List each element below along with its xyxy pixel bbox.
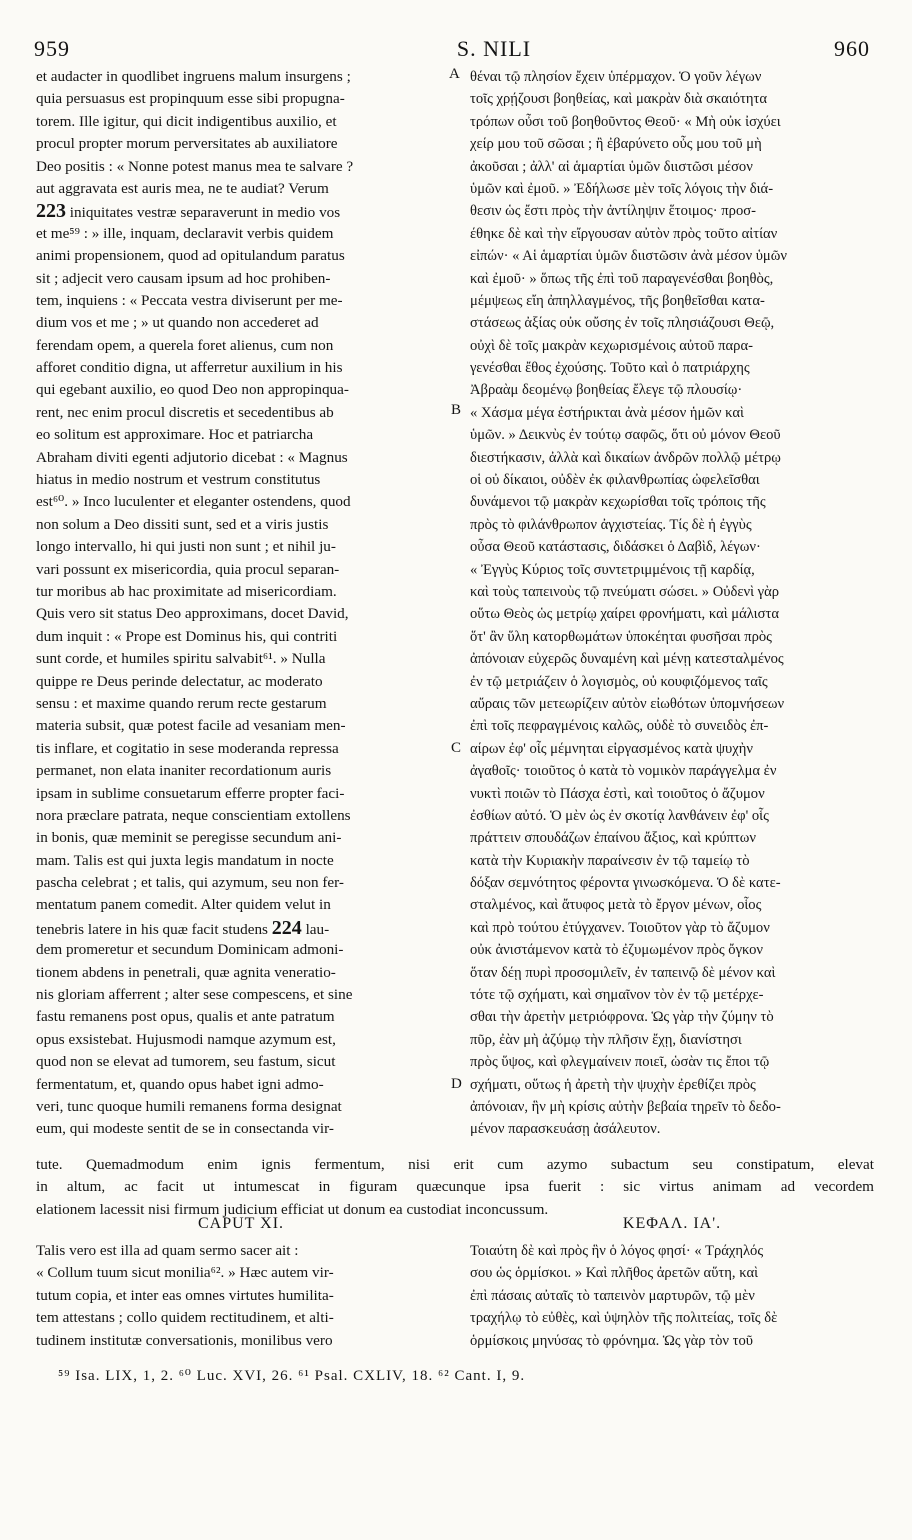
greek-line: οὐχὶ δὲ τοῖς μακρὰν κεχωρισμένοις αὐτοῦ παρα-: [470, 337, 753, 354]
greek-line: ὅτ' ἂν ὕλη κατορθωμάτων ὑποκέηται φυσῆσαι πρὸς: [470, 628, 772, 645]
latin-line: fermentatum, et, quando opus habet igni admo-: [36, 1075, 324, 1093]
latin-line: dum inquit : « Prope est Dominus his, qui contriti: [36, 627, 338, 645]
greek-line: χείρ μου τοῦ σῶσαι ; ἢ ἐβαρύνετο οὖς μου τοῦ μὴ: [470, 136, 762, 153]
greek-column: [470, 66, 874, 1141]
greek-line: ὑμῶν. » Δεικνὺς ἐν τούτῳ σαφῶς, ὅτι οὐ μόνον Θεοῦ: [470, 427, 781, 444]
greek-line: πρὸς ὕψος, καὶ φλεγμαίνειν ποιεῖ, ὡσὰν τις ἔποι τῷ: [470, 1054, 770, 1071]
greek-line: τότε τῷ σχήματι, καὶ σημαῖνον τὸν ἐν τῷ μετέρχε-: [470, 987, 764, 1004]
latin-chapter-line: « Collum tuum sicut monilia⁶². » Hæc autem vir-: [36, 1264, 334, 1282]
latin-chapter-line: tem attestans ; collo quidem rectitudinem, et alti-: [36, 1309, 334, 1327]
latin-line: nis gloriam afferrent ; alter sese compescens, et sine: [36, 986, 353, 1004]
full-width-line: in altum, ac facit ut intumescat in figuram quæcunque ipsa fuerit : sic virtus animam ad vecordem: [36, 1178, 874, 1196]
latin-line: tionem abdens in penetrali, quæ agnita veneratio-: [36, 963, 336, 981]
latin-line: ipsam in sublime consuetarum efferre propter faci-: [36, 784, 345, 802]
latin-line: ferendam opem, a querela foret alienus, cum non: [36, 336, 334, 354]
latin-line: quia persuasus est propinquum esse sibi propugna-: [36, 90, 345, 108]
greek-line: πῦρ, ἐὰν μὴ ἀζύμῳ τὴν πλῆσιν ἔχῃ, διανίστησι: [470, 1031, 742, 1048]
latin-line: quod non se elevat ad tumorem, seu fastum, sicut: [36, 1053, 336, 1071]
full-width-line: tute. Quemadmodum enim ignis fermentum, nisi erit cum azymo subactum seu constipatum, elevat: [36, 1156, 874, 1173]
latin-line: Quis vero sit status Deo approximans, docet David,: [36, 605, 349, 623]
latin-line: Abraham diviti egenti adjutorio dicebat : « Magnus: [36, 448, 348, 466]
greek-line: σταλμένος, καὶ ἄτυφος μετὰ τὸ ἔργον μένων, οἷος: [470, 897, 762, 914]
latin-chapter-line: tutum copia, et inter eas omnes virtutes humilita-: [36, 1286, 334, 1304]
latin-line: permanet, non elata inaniter recordationum auris: [36, 762, 332, 780]
margin-letter-b: B: [451, 402, 462, 418]
greek-line: ἀκοῦσαι ; ἀλλ' αἱ ἁμαρτίαι ὑμῶν διιστῶσι μέσον: [470, 158, 753, 175]
greek-line: ἐπὶ τοῖς πεφραγμένοις καλῶς, οὐδὲ τὸ συνειδὸς ἐπ-: [470, 718, 769, 735]
latin-line: et audacter in quodlibet ingruens malum insurgens ;: [36, 68, 351, 85]
greek-line: οὐκ ἀνιστάμενον κατὰ τὸ ἐζυμωμένον πρὸς ὄγκον: [470, 942, 763, 959]
latin-line: tem, inquiens : « Peccata vestra diviserunt per me-: [36, 291, 343, 309]
latin-line: tenebris latere in his quæ facit studens 224 lau-: [36, 916, 330, 939]
greek-chapter-line: τραχήλῳ τὸ εὐθὲς, καὶ ὑψηλὸν τῆς πολιτείας, τοῖς δὲ: [470, 1310, 778, 1327]
latin-column: [36, 66, 446, 1141]
latin-line: animi propensionem, quod ad opitulandum paratus: [36, 247, 345, 265]
column-marker-number: 224: [271, 916, 302, 939]
greek-line: οὕτω Θεὸς ὡς μετρίῳ χαίρει φρονήματι, καὶ μάλιστα: [470, 606, 779, 623]
latin-line: sit ; adjecit vero causam ipsum ad hoc prohiben-: [36, 269, 331, 287]
greek-chapter-line: ἐπὶ πάσαις αὐταῖς τὸ ταπεινὸν μαρτυρῶν, τῷ μὲν: [470, 1287, 755, 1304]
latin-line: dium vos et me ; » ut quando non accederet ad: [36, 314, 319, 332]
greek-line: ἐν τῷ μετριάζειν ὁ λογισμὸς, οὐ κουφιζόμενος ταῖς: [470, 673, 768, 690]
greek-line: θεσιν ὡς ἔστι πρὸς τὴν ἀντίληψιν ἕτοιμος· προσ-: [470, 203, 756, 220]
margin-letter-c: C: [451, 740, 462, 756]
greek-line: πράττειν σπουδάζων ἐπαίνου ἄξιος, καὶ κρύπτων: [470, 830, 757, 847]
latin-line: rent, nec enim procul discretis et secedentibus ab: [36, 403, 334, 421]
latin-line: aut aggravata est auris mea, ne te audiat? Verum: [36, 179, 329, 197]
greek-chapter-line: ὁρμίσκοις μηνύσας τὸ φρόνημα. Ὡς γὰρ τὸν τοῦ: [470, 1332, 754, 1349]
greek-line: σχήματι, οὕτως ἡ ἀρετὴ τὴν ψυχὴν ἐρεθίζει πρὸς: [470, 1076, 756, 1093]
greek-line: καὶ ἐμοῦ· » ὅπως τῆς ἐπὶ τοῦ παραγενέσθαι βοηθὸς,: [470, 270, 774, 287]
left-page-number: 959: [34, 36, 70, 61]
latin-line: sunt corde, et humiles spiritu salvabit⁶¹. » Nulla: [36, 650, 326, 668]
greek-chapter-line: σου ὡς ὁρμίσκοι. » Καὶ πλῆθος ἀρετῶν αὕτη, καὶ: [470, 1265, 759, 1282]
margin-letter-a: A: [449, 66, 460, 82]
greek-line: ἐσθίων αὐτό. Ὁ μὲν ὡς ἐν σκοτίᾳ λανθάνειν ἐφ' οἷς: [470, 807, 769, 824]
latin-line: procul propter morum perversitates ab auxiliatore: [36, 135, 338, 153]
latin-line: opus exsistebat. Hujusmodi namque azymum est,: [36, 1030, 336, 1048]
greek-line: έθηκε δὲ καὶ τὴν εἴργουσαν αὐτὸν πρὸς τοῦτο αἰτίαν: [470, 225, 778, 242]
greek-line: οἱ οὐ δίκαιοι, οὐδὲν ἐκ φιλανθρωπίας ὠφελεῖσθαι: [470, 472, 760, 489]
greek-line: θέναι τῷ πλησίον ἔχειν ὑπέρμαχον. Ὁ γοῦν λέγων: [470, 69, 762, 85]
greek-line: καὶ πρὸ τούτου ἐτύγχανεν. Τοιοῦτον γὰρ τὸ ἄζυμον: [470, 919, 770, 936]
latin-line: non solum a Deo dissiti sunt, sed et a viris justis: [36, 515, 329, 533]
latin-line: veri, tunc quoque humili remanens forma designat: [36, 1097, 342, 1115]
latin-line: fastu remanens post opus, qualis et ante patratum: [36, 1008, 335, 1026]
running-title: S. NILI: [456, 36, 532, 61]
greek-line: δόξαν σεμνότητος φέροντα γινωσκόμενα. Ὁ δὲ κατε-: [470, 875, 781, 892]
full-width-line: elationem lacessit nisi firmum judicium efficiat ut donum ea custodiat inconcussum.: [36, 1200, 549, 1218]
latin-line: tis inflare, et cogitatio in sese moderanda repressa: [36, 739, 339, 757]
greek-line: οὖσα Θεοῦ κατάστασις, διδάσκει ὁ Δαβὶδ, λέγων·: [470, 539, 761, 556]
latin-line: qui egebant auxilio, eo quod Deo non appropinqua-: [36, 381, 349, 399]
greek-line: εἰπών· « Αἱ ἁμαρτίαι ὑμῶν διιστῶσιν ἀνὰ μέσον ὑμῶν: [470, 248, 787, 265]
greek-line: γενέσθαι ἔθος ἐχούσης. Τοῦτο καὶ ὁ πατριάρχης: [470, 360, 750, 377]
greek-line: διεστήκασιν, ἀλλὰ καὶ δικαίων ἀνδρῶν πολλῷ μέτρῳ: [470, 449, 781, 466]
greek-line: δυνάμενοι τῷ μακρὰν κεχωρίσθαι τοῖς τρόποις τῆς: [470, 494, 766, 511]
greek-line: ὅταν δέῃ πυρὶ προσομιλεῖν, ἐν ταπεινῷ δὲ μένον καὶ: [470, 964, 776, 981]
greek-chapter-text: [470, 1240, 874, 1352]
latin-line: mam. Talis est qui juxta legis mandatum in nocte: [36, 851, 334, 869]
greek-line: αίρων ἐφ' οἷς μέμνηται εἰργασμένος κατὰ ψυχὴν: [470, 740, 753, 757]
greek-line: τρόπων οὖσι τοῦ βοηθοῦντος Θεοῦ· « Μὴ οὐκ ἰσχύει: [470, 113, 781, 130]
latin-line: pascha celebrat ; et talis, qui azymum, seu non fer-: [36, 874, 344, 892]
latin-line: torem. Ille igitur, qui dicit indigentibus auxilio, et: [36, 112, 337, 130]
footnotes: ⁵⁹ Isa. LIX, 1, 2. ⁶⁰ Luc. XVI, 26. ⁶¹ Psal. CXLIV, 18. ⁶² Cant. I, 9.: [58, 1368, 526, 1384]
greek-line: κατὰ τὴν Κυριακὴν παραίνεσιν ἐν τῷ ταμείῳ τὸ: [470, 852, 750, 869]
latin-line: 223 iniquitates vestræ separaverunt in medio vos: [36, 200, 341, 223]
latin-chapter-text: [36, 1240, 446, 1352]
latin-chapter-line: Talis vero est illa ad quam sermo sacer ait :: [36, 1242, 299, 1259]
margin-letter-d: D: [451, 1076, 462, 1092]
greek-line: αὔραις τῶν μετεωρίζειν αὐτὸν εἰωθότων ὑπομνήσεων: [470, 695, 785, 712]
latin-line: quippe re Deus perinde delectatur, ac moderato: [36, 672, 323, 690]
greek-line: τοῖς χρῄζουσι βοηθείας, καὶ μακρὰν διὰ σκαιότητα: [470, 91, 768, 108]
latin-line: hiatus in medio nostrum et vestrum constitutus: [36, 471, 321, 489]
latin-line: longo intervallo, hi qui justi non sunt ; et nihil ju-: [36, 538, 336, 556]
greek-line: μένον παρασκευάσῃ ἀσάλευτον.: [470, 1121, 661, 1138]
latin-chapter-heading: CAPUT XI.: [197, 1215, 285, 1232]
latin-line: mentatum panem comedit. Alter quidem velut in: [36, 896, 331, 914]
greek-line: ἀπόνοιαν εὐχερῶς δυναμένη καὶ μένῃ κατεσταλμένος: [470, 651, 784, 668]
greek-line: « Χάσμα μέγα ἐστήρικται ἀνὰ μέσον ἡμῶν καὶ: [470, 404, 744, 421]
latin-line: eo solitum est approximare. Hoc et patriarcha: [36, 426, 314, 444]
latin-line: et me⁵⁹ : » ille, inquam, declaravit verbis quidem: [36, 224, 334, 242]
latin-line: afforet conditio digna, ut afferretur auxilium in his: [36, 359, 343, 377]
latin-line: eum, qui modeste sentit de se in consectanda vir-: [36, 1120, 334, 1138]
column-marker-number: 223: [36, 200, 66, 223]
greek-chapter-line: Τοιαύτη δὲ καὶ πρὸς ἣν ὁ λόγος φησί· « Τράχηλός: [470, 1243, 764, 1259]
greek-line: νυκτὶ ποιῶν τὸ Πάσχα ἐστὶ, καὶ τοιοῦτος ὁ ἄζυμον: [470, 785, 765, 802]
latin-chapter-line: tudinem institutæ conversationis, monilibus vero: [36, 1331, 333, 1349]
latin-line: Deo positis : « Nonne potest manus mea te salvare ?: [36, 157, 354, 175]
greek-line: ὑμῶν καὶ ἐμοῦ. » Ἐδήλωσε μὲν τοῖς λόγοις τὴν διά-: [470, 180, 774, 197]
latin-line: materia subsit, quæ potest facile ad vesaniam men-: [36, 717, 346, 735]
latin-line: nora præclare patrata, neque conscientiam extollens: [36, 806, 351, 824]
running-header: [34, 36, 870, 66]
greek-line: Ἀβραὰμ δεομένῳ βοηθείας ἔλεγε τῷ πλουσίῳ·: [470, 382, 743, 399]
latin-line: est⁶⁰. » Inco luculenter et eleganter ostendens, quod: [36, 493, 351, 511]
latin-line: in bonis, quæ meminit se peregisse secundum ani-: [36, 829, 342, 847]
latin-line: tur moribus ab hac proximitate ad misericordiam.: [36, 582, 337, 600]
greek-line: « Ἐγγὺς Κύριος τοῖς συντετριμμένοις τῇ καρδίᾳ,: [470, 561, 755, 578]
greek-line: ἀγαθοῖς· τοιοῦτος ὁ κατὰ τὸ νομικὸν παράγγελμα ἐν: [470, 763, 777, 780]
full-width-paragraph: [36, 1154, 874, 1221]
latin-line: sensu : et maxime quando rerum recte gestarum: [36, 694, 327, 712]
greek-line: σθαι τὴν ἀρετὴν μετριόφρονα. Ὡς γὰρ τὴν ζύμην τὸ: [470, 1009, 774, 1026]
greek-line: μέμψεως εἴη ἀπηλλαγμένος, τῆς βοηθεῖσθαι κατα-: [470, 292, 765, 309]
right-page-number: 960: [834, 36, 870, 61]
latin-line: dem promeretur et secundum Dominicam admoni-: [36, 941, 344, 959]
greek-line: καὶ τοὺς ταπεινοὺς τῷ πνεύματι σώσει. » Οὐδενὶ γὰρ: [470, 583, 780, 600]
greek-line: στάσεως ἀξίας οὐκ οὔσης ἐν τοῖς πλησιάζουσι Θεῷ,: [470, 315, 775, 332]
greek-line: ἀπόνοιαν, ἣν μὴ κρίσις αὐτὴν βεβαία τηρεῖν τὸ δεδο-: [470, 1098, 781, 1115]
latin-line: vari possunt ex misericordia, quia procul separan-: [36, 560, 340, 578]
greek-line: πρὸς τὸ φιλάνθρωπον ἀγχιστείας. Τίς δὲ ἡ ἐγγὺς: [470, 516, 752, 533]
greek-chapter-heading: ΚΕΦΑΛ. ΙΑ'.: [622, 1215, 722, 1232]
